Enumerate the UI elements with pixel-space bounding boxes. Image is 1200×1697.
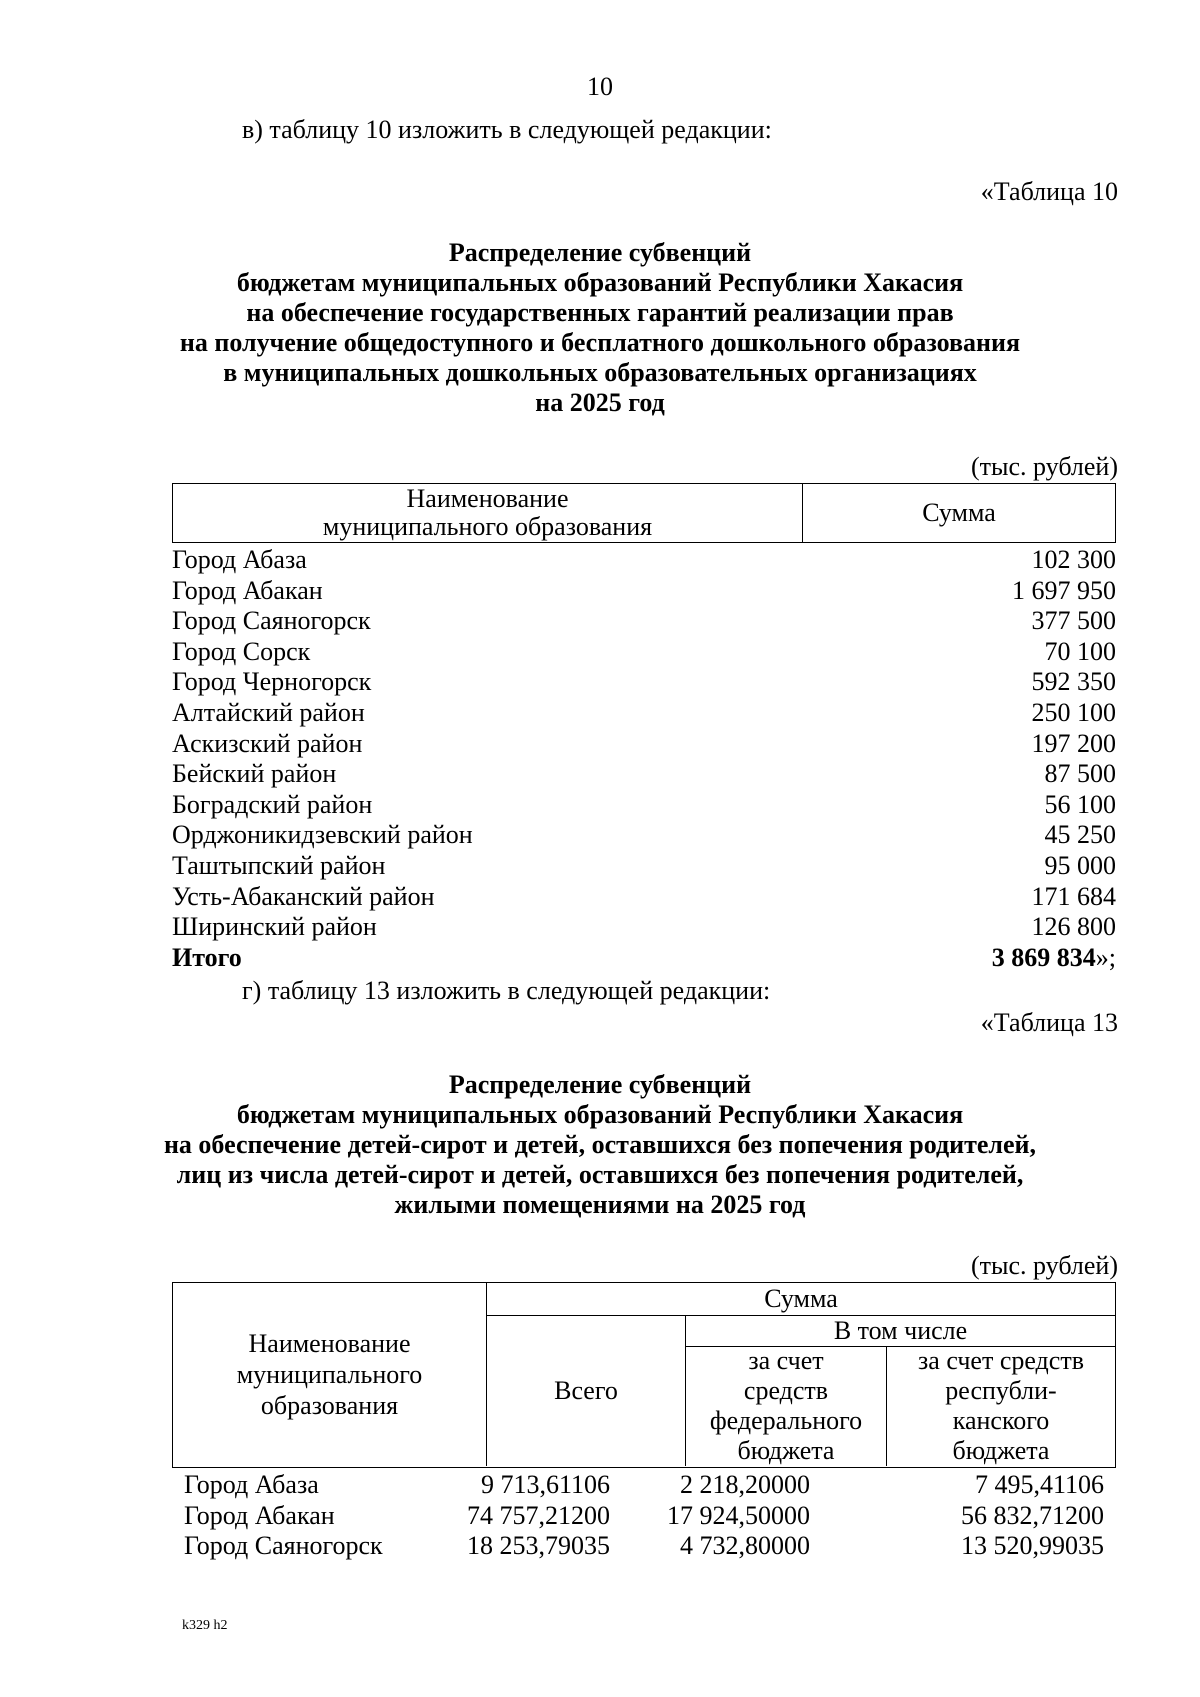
table-row (172, 667, 1116, 698)
table-row (172, 637, 1116, 668)
row-name: Город Сорск (172, 636, 311, 666)
header-name-line: Наименование (248, 1329, 411, 1358)
footer-code: k329 h2 (182, 1618, 228, 1633)
total-value-wrap (992, 943, 1116, 974)
table-13-header-sum: Сумма (487, 1283, 1115, 1316)
table-13-header-name (173, 1283, 487, 1466)
row-federal: 4 732,80000 (680, 1531, 810, 1561)
row-value: 87 500 (1044, 759, 1116, 789)
row-value: 95 000 (1044, 850, 1116, 880)
table-13-header-republic (887, 1346, 1115, 1466)
table-13-title-line: лиц из числа детей-сирот и детей, оставшихся без попечения родителей, (176, 1160, 1024, 1189)
table-13-title-line: на обеспечение детей-сирот и детей, оставшихся без попечения родителей, (163, 1130, 1037, 1159)
row-name: Город Абакан (184, 1500, 335, 1530)
table-13-body (172, 1470, 1116, 1562)
header-federal-line: бюджета (737, 1436, 835, 1465)
table-row (172, 1470, 1116, 1501)
table-10-title (0, 238, 1200, 418)
row-federal: 17 924,50000 (667, 1500, 810, 1530)
table-13-header (172, 1282, 1116, 1468)
header-republic-line: канского (952, 1406, 1050, 1435)
row-name: Ширинский район (172, 912, 377, 942)
row-republic: 13 520,99035 (961, 1531, 1104, 1561)
row-value: 102 300 (1031, 545, 1116, 574)
header-federal-line: средств (743, 1376, 829, 1405)
row-name: Город Абакан (172, 575, 323, 605)
table-10-label: «Таблица 10 (980, 177, 1118, 206)
table-13-header-total: Всего (487, 1315, 686, 1466)
row-total: 74 757,21200 (467, 1500, 610, 1530)
row-value: 377 500 (1031, 606, 1116, 636)
row-name: Бейский район (172, 759, 337, 789)
table-10-title-line: на получение общедоступного и бесплатного дошкольного образования (179, 328, 1021, 357)
row-federal: 2 218,20000 (680, 1470, 810, 1499)
total-label: Итого (172, 942, 242, 972)
row-republic: 56 832,71200 (961, 1500, 1104, 1530)
table-10-header (172, 483, 1116, 543)
header-federal-line: за счет (748, 1346, 824, 1375)
table-row (172, 790, 1116, 821)
table-13-header-federal (686, 1346, 887, 1466)
total-value: 3 869 834 (991, 942, 1096, 972)
row-name: Город Саяногорск (172, 606, 371, 636)
header-republic-line: за счет средств (918, 1346, 1084, 1375)
row-name: Город Саяногорск (184, 1531, 383, 1561)
row-value: 592 350 (1031, 667, 1116, 697)
row-name: Город Абаза (172, 545, 307, 574)
row-total: 18 253,79035 (467, 1531, 610, 1561)
table-row (172, 912, 1116, 943)
table-row (172, 1501, 1116, 1532)
table-row (172, 1531, 1116, 1562)
table-row (172, 820, 1116, 851)
table-row (172, 729, 1116, 760)
table-10-header-name-line: муниципального образования (322, 512, 653, 541)
row-name: Усть-Абаканский район (172, 881, 435, 911)
table-10-title-line: на 2025 год (535, 388, 665, 417)
row-value: 56 100 (1044, 789, 1116, 819)
section-g-intro: г) таблицу 13 изложить в следующей редакции: (242, 976, 771, 1005)
header-name-line: образования (260, 1391, 399, 1420)
table-row (172, 698, 1116, 729)
table-13-unit: (тыс. рублей) (970, 1251, 1118, 1280)
table-10-unit: (тыс. рублей) (970, 452, 1118, 481)
table-row (172, 576, 1116, 607)
row-name: Город Абаза (184, 1470, 319, 1499)
page-number: 10 (587, 72, 613, 101)
row-name: Аскизский район (172, 728, 363, 758)
table-10-title-line: Распределение субвенций (448, 238, 752, 267)
table-total-row (172, 943, 1116, 974)
row-value: 126 800 (1031, 912, 1116, 942)
table-row (172, 851, 1116, 882)
row-name: Город Черногорск (172, 667, 372, 697)
table-10-header-name (173, 484, 803, 542)
row-value: 45 250 (1044, 820, 1116, 850)
table-10-header-sum: Сумма (922, 498, 996, 527)
row-name: Боградский район (172, 789, 373, 819)
table-row (172, 606, 1116, 637)
row-name: Алтайский район (172, 697, 365, 727)
table-row (172, 759, 1116, 790)
table-13-label: «Таблица 13 (980, 1008, 1118, 1037)
table-13-title-line: Распределение субвенций (448, 1070, 752, 1099)
table-10-header-name-line: Наименование (406, 484, 569, 513)
table-10-title-line: бюджетам муниципальных образований Республики Хакасия (236, 268, 964, 297)
table-13-title-line: жилыми помещениями на 2025 год (394, 1190, 806, 1219)
row-value: 70 100 (1044, 636, 1116, 666)
row-name: Орджоникидзевский район (172, 820, 473, 850)
header-republic-line: бюджета (952, 1436, 1050, 1465)
row-value: 197 200 (1031, 728, 1116, 758)
table-10-title-line: на обеспечение государственных гарантий реализации прав (246, 298, 954, 327)
table-13-title (0, 1070, 1200, 1220)
row-republic: 7 495,41106 (974, 1470, 1104, 1499)
table-row (172, 882, 1116, 913)
row-total: 9 713,61106 (480, 1470, 610, 1499)
table-13-header-including: В том числе (686, 1315, 1115, 1347)
row-value: 250 100 (1031, 697, 1116, 727)
table-row (172, 545, 1116, 576)
section-v-intro: в) таблицу 10 изложить в следующей редакции: (242, 115, 772, 144)
header-federal-line: федерального (709, 1406, 863, 1435)
table-10-body (172, 545, 1116, 973)
header-republic-line: республи- (945, 1376, 1057, 1405)
header-name-line: муниципального (236, 1360, 423, 1389)
row-name: Таштыпский район (172, 850, 386, 880)
row-value: 171 684 (1031, 881, 1116, 911)
total-trail: »; (1095, 942, 1116, 972)
table-13-title-line: бюджетам муниципальных образований Республики Хакасия (236, 1100, 964, 1129)
row-value: 1 697 950 (1012, 575, 1116, 605)
table-10-title-line: в муниципальных дошкольных образовательных организациях (223, 358, 977, 387)
